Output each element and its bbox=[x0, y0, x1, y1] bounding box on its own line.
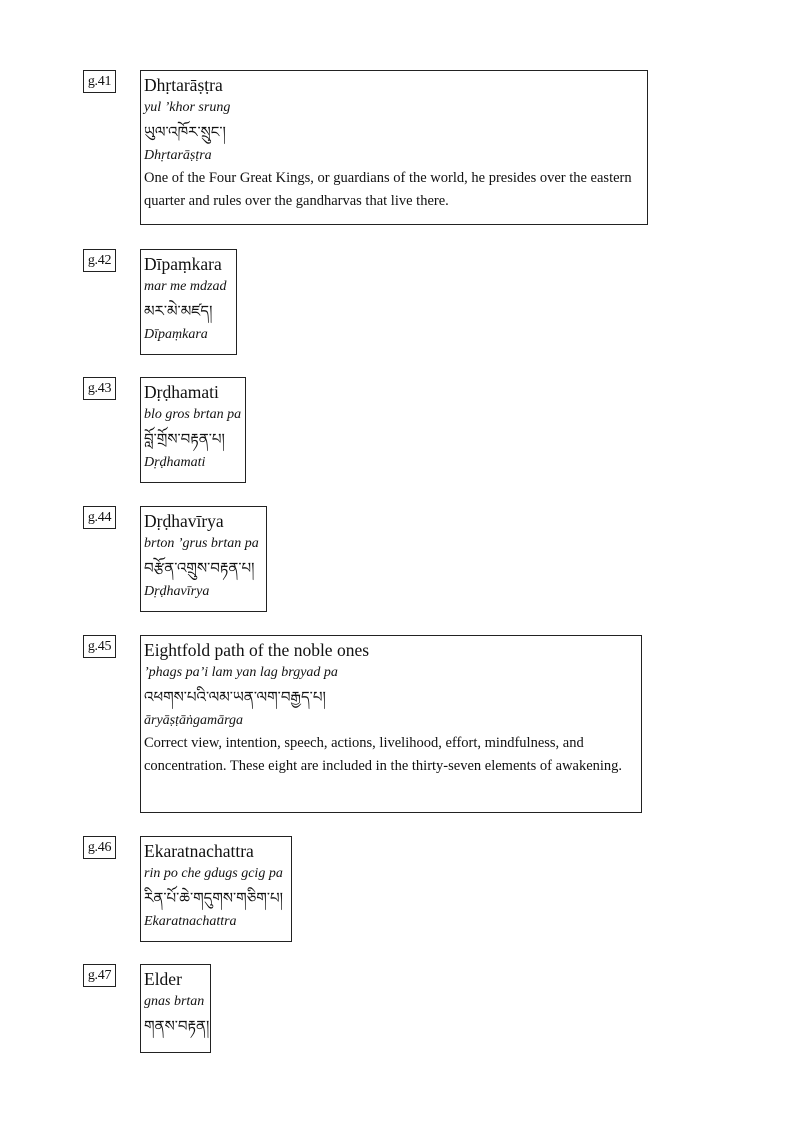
entry-id: g.46 bbox=[83, 836, 116, 859]
entry-box bbox=[140, 506, 267, 612]
entry-wylie: mar me mdzad bbox=[144, 279, 227, 294]
entry-wylie: blo gros brtan pa bbox=[144, 407, 242, 422]
entry-tibetan: འཕགས་པའི་ལམ་ཡན་ལག་བརྒྱད་པ། bbox=[144, 688, 326, 706]
entry-sanskrit: Dṛḍhamati bbox=[144, 455, 206, 470]
entry-term: Eightfold path of the noble ones bbox=[144, 640, 370, 660]
entry-sanskrit: Dīpaṃkara bbox=[144, 327, 208, 342]
entry-box bbox=[140, 635, 642, 813]
entry-box bbox=[140, 377, 246, 483]
entry-box bbox=[140, 836, 292, 942]
entry-tibetan: རིན་པོ་ཆེ་གདུགས་གཅིག་པ། bbox=[144, 889, 283, 907]
entry-id: g.47 bbox=[83, 964, 116, 987]
entry-box bbox=[140, 70, 648, 225]
entry-sanskrit: āryāṣṭāṅgamārga bbox=[144, 713, 244, 728]
entry-term: Dhṛtarāṣṭra bbox=[144, 75, 223, 95]
entry-tibetan: ཡུལ་འཁོར་སྲུང་། bbox=[144, 123, 226, 141]
entry-definition: Correct view, intention, speech, actions, livelihood, effort, mindfulness, and concentration. These eight are included in the thirty-seven elements of awakening. bbox=[144, 735, 623, 774]
entry-wylie: gnas brtan bbox=[144, 994, 205, 1009]
entry-box bbox=[140, 964, 211, 1053]
entry-sanskrit: Dhṛtarāṣṭra bbox=[144, 148, 212, 163]
entry-term: Ekaratnachattra bbox=[144, 841, 254, 861]
entry-term: Dṛḍhavīrya bbox=[144, 511, 224, 531]
entry-sanskrit: Ekaratnachattra bbox=[144, 914, 237, 929]
entry-tibetan: བརྩོན་འགྲུས་བརྟན་པ། bbox=[144, 559, 255, 577]
entry-id: g.42 bbox=[83, 249, 116, 272]
entry-wylie: rin po che gdugs gcig pa bbox=[144, 866, 283, 881]
entry-tibetan: བློ་གྲོས་བརྟན་པ། bbox=[144, 430, 225, 448]
entry-wylie: brton ’grus brtan pa bbox=[144, 536, 259, 551]
entry-id: g.45 bbox=[83, 635, 116, 658]
entry-id: g.44 bbox=[83, 506, 116, 529]
entry-sanskrit: Dṛḍhavīrya bbox=[144, 584, 210, 599]
entry-term: Dṛḍhamati bbox=[144, 382, 219, 402]
entry-term: Dīpaṃkara bbox=[144, 254, 222, 274]
entry-box bbox=[140, 249, 237, 355]
entry-id: g.43 bbox=[83, 377, 116, 400]
entry-id: g.41 bbox=[83, 70, 116, 93]
entry-term: Elder bbox=[144, 969, 182, 989]
entry-definition: One of the Four Great Kings, or guardians of the world, he presides over the eastern quarter and rules over the gandharvas that live there. bbox=[144, 170, 632, 209]
entry-tibetan: གནས་བརྟན། bbox=[144, 1017, 210, 1035]
entry-wylie: yul ’khor srung bbox=[144, 100, 231, 115]
entry-wylie: ’phags pa’i lam yan lag brgyad pa bbox=[144, 665, 338, 680]
entry-tibetan: མར་མེ་མཛད། bbox=[144, 302, 213, 320]
